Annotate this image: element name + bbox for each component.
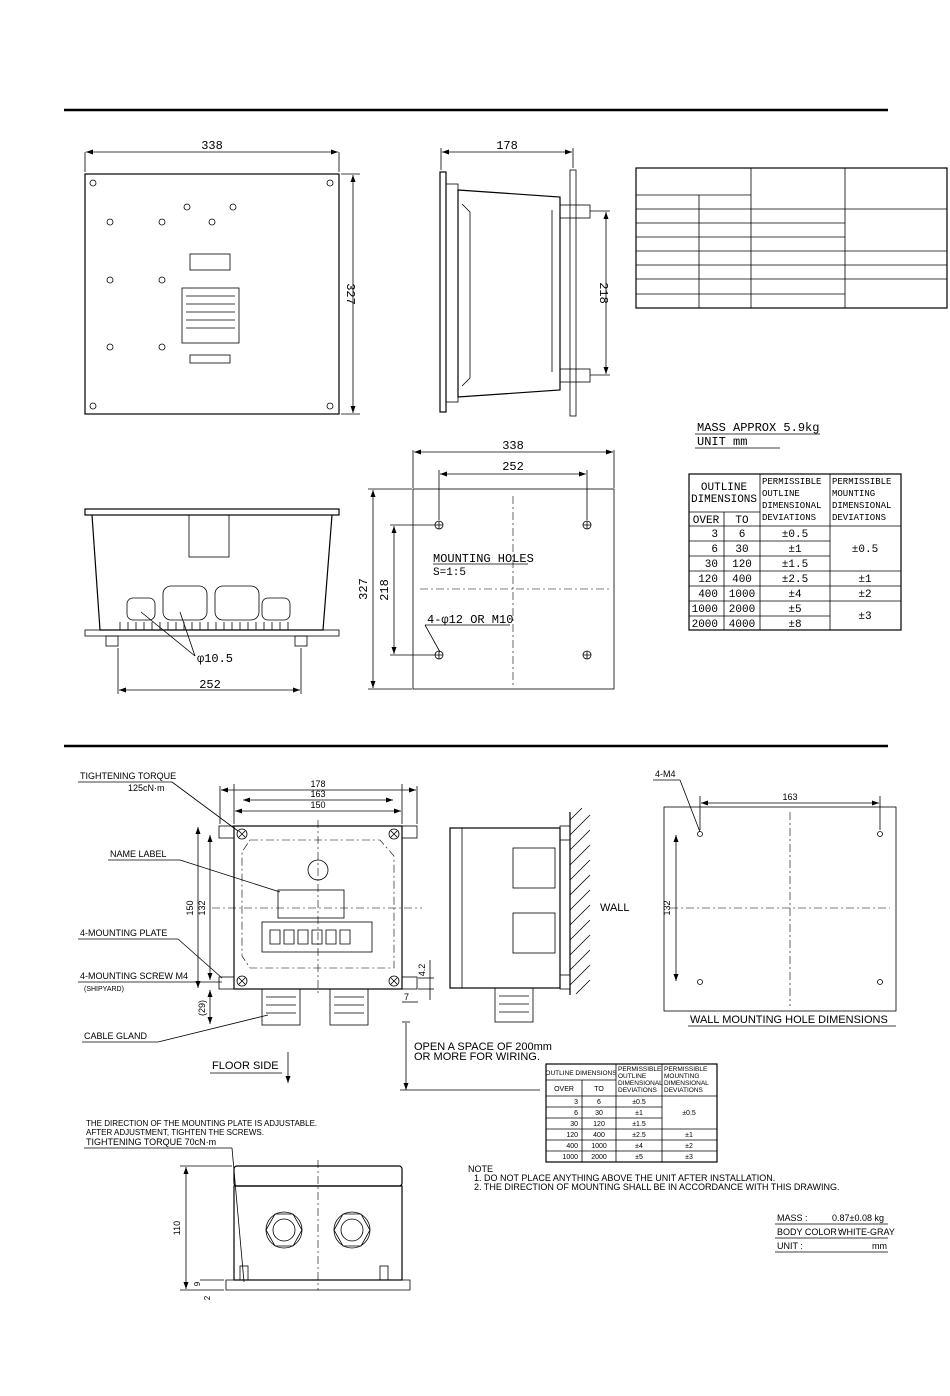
dim-hole-pitch-y-label: 218	[378, 579, 392, 601]
ut-row-outline: ±5	[788, 604, 802, 616]
ut-h-mdev-4: DEVIATIONS	[832, 513, 887, 523]
lt-mount-3: ±3	[685, 1154, 693, 1161]
name-label-label: NAME LABEL	[110, 849, 167, 859]
ut-h-odev-3: DIMENSIONAL	[762, 501, 822, 511]
lt-row-to: 1000	[591, 1143, 607, 1150]
lt-h-odev-3: DIMENSIONAL	[618, 1080, 663, 1087]
ut-mount-2: ±2	[858, 589, 872, 601]
ut-h-mdev-2: MOUNTING	[832, 489, 876, 499]
lt-row-to: 2000	[591, 1154, 607, 1161]
lt-h-odev-2: OUTLINE	[618, 1073, 647, 1080]
lt-h-to: TO	[594, 1086, 604, 1093]
wall-label: WALL	[600, 902, 630, 914]
dim-163: 163	[310, 789, 326, 799]
floor-side-label: FLOOR SIDE	[212, 1060, 279, 1072]
ut-row-over: 120	[698, 574, 718, 586]
lt-row-to: 6	[597, 1099, 601, 1106]
ut-row-to: 30	[735, 544, 749, 556]
lt-row-outline: ±5	[635, 1154, 643, 1161]
ut-row-outline: ±1.5	[781, 559, 809, 571]
front-view	[85, 174, 339, 414]
upper-mass: MASS APPROX 5.9kg	[697, 421, 820, 435]
lt-row-over: 30	[570, 1121, 578, 1128]
lt-mount-2: ±2	[685, 1143, 693, 1150]
ut-row-outline: ±1	[788, 544, 802, 556]
ut-h-outline-2: DIMENSIONS	[690, 494, 758, 506]
dim-hole-width-label: 338	[502, 439, 524, 453]
adjust-note-3: TIGHTENING TORQUE 70cN·m	[86, 1137, 217, 1147]
lt-row-outline: ±1	[635, 1110, 643, 1117]
hole-spec-label: 4-φ12 OR M10	[427, 613, 514, 627]
lt-h-odev-4: DEVIATIONS	[618, 1087, 657, 1094]
ut-mount-1: ±1	[858, 574, 872, 586]
lt-row-outline: ±1.5	[632, 1121, 646, 1128]
ut-row-over: 400	[698, 589, 718, 601]
ut-row-over: 3	[711, 529, 718, 541]
dim-side-pitch-label: 218	[596, 282, 610, 304]
wall-dim-163: 163	[782, 792, 798, 802]
ut-row-over: 6	[711, 544, 718, 556]
note-title: NOTE	[468, 1164, 494, 1174]
mounting-plate-label: 4-MOUNTING PLATE	[80, 928, 168, 938]
ut-row-outline: ±0.5	[781, 529, 809, 541]
lt-row-over: 3	[574, 1099, 578, 1106]
spec-mass-label: MASS :	[777, 1213, 808, 1223]
lt-mount-1: ±1	[685, 1132, 693, 1139]
mounting-holes-scale: S=1:5	[433, 567, 467, 579]
lower-side-view	[450, 808, 590, 1022]
spec-color-label: BODY COLOR :	[777, 1227, 842, 1237]
m4-label: 4-M4	[655, 769, 676, 779]
ut-row-outline: ±4	[788, 589, 802, 601]
spec-unit-label: UNIT :	[777, 1241, 803, 1251]
ut-h-odev-2: OUTLINE	[762, 489, 800, 499]
dim-side-depth-label: 178	[496, 139, 518, 153]
lt-h-mdev-4: DEVIATIONS	[664, 1087, 703, 1094]
torque-value: 125cN·m	[128, 783, 165, 793]
wall-hole-plan	[664, 807, 896, 1011]
lt-h-mdev-1: PERMISSIBLE	[664, 1066, 708, 1073]
ut-h-mdev-1: PERMISSIBLE	[832, 477, 892, 487]
ut-mount-0: ±0.5	[851, 544, 879, 556]
dim-42: 4.2	[417, 963, 427, 977]
spec-block	[775, 1213, 895, 1252]
adjust-note-1: THE DIRECTION OF THE MOUNTING PLATE IS ADJUSTABLE.	[86, 1119, 318, 1128]
ut-row-over: 2000	[691, 619, 718, 631]
ut-row-to: 120	[732, 559, 752, 571]
ut-row-outline: ±2.5	[781, 574, 809, 586]
side-view	[440, 170, 610, 416]
ut-h-over: OVER	[692, 515, 720, 527]
dim-hole-height-label: 327	[357, 578, 371, 600]
space-note-2: OR MORE FOR WIRING.	[414, 1051, 540, 1063]
ut-h-to: TO	[735, 515, 749, 527]
wall-hole-title: WALL MOUNTING HOLE DIMENSIONS	[690, 1014, 888, 1026]
side-dim-110: 110	[172, 1220, 182, 1236]
side-dim-9: 9	[193, 1281, 202, 1287]
dim-front-width-label: 338	[201, 139, 223, 153]
lt-mount-0: ±0.5	[682, 1110, 696, 1117]
mounting-screw-label: 4-MOUNTING SCREW M4	[80, 971, 188, 981]
bottom-view	[85, 509, 339, 656]
lower-bottom-view	[226, 1160, 410, 1290]
adjust-note-2: AFTER ADJUSTMENT, TIGHTEN THE SCREWS.	[86, 1128, 264, 1137]
lower-front-view	[212, 820, 422, 1025]
ut-row-outline: ±8	[788, 619, 802, 631]
side-dim-2: 2	[203, 1295, 212, 1301]
dim-150: 150	[310, 800, 326, 810]
ut-row-to: 2000	[728, 604, 756, 616]
ut-row-to: 6	[738, 529, 746, 541]
upper-unit: UNIT mm	[697, 435, 748, 449]
tightening-torque-label: TIGHTENING TORQUE	[80, 771, 177, 781]
lt-row-to: 400	[593, 1132, 605, 1139]
lt-row-over: 6	[574, 1110, 578, 1117]
dim-front-height-label: 327	[343, 283, 357, 305]
dim-7: 7	[404, 992, 410, 1002]
cable-gland-label: CABLE GLAND	[84, 1031, 148, 1041]
lt-h-mdev-2: MOUNTING	[664, 1073, 700, 1080]
ut-h-odev-1: PERMISSIBLE	[762, 477, 822, 487]
ut-h-odev-4: DEVIATIONS	[762, 513, 817, 523]
mounting-holes-plan	[413, 489, 614, 689]
shipyard-label: (SHIPYARD)	[84, 986, 124, 993]
ut-row-over: 30	[704, 559, 718, 571]
lt-h-over: OVER	[554, 1086, 574, 1093]
note-2: 2. THE DIRECTION OF MOUNTING SHALL BE IN ACCORDANCE WITH THIS DRAWING.	[474, 1182, 840, 1192]
ut-row-to: 4000	[728, 619, 756, 631]
mounting-holes-title: MOUNTING HOLES	[433, 552, 534, 566]
ut-mount-3: ±3	[858, 611, 872, 623]
dim-h150: 150	[185, 900, 195, 916]
lt-row-outline: ±4	[635, 1143, 643, 1150]
dim-h132: 132	[197, 900, 207, 916]
wall-dim-132: 132	[662, 900, 672, 916]
dim-h29: (29)	[197, 999, 207, 1017]
spec-unit-value: mm	[872, 1241, 887, 1251]
spec-color-value: WHITE-GRAY	[838, 1227, 895, 1237]
dim-hole-pitch-x-label: 252	[502, 460, 524, 474]
ut-row-to: 400	[732, 574, 752, 586]
lt-h-outline: OUTLINE DIMENSIONS	[545, 1070, 617, 1077]
dim-178: 178	[310, 779, 326, 789]
lt-row-over: 120	[566, 1132, 578, 1139]
ut-h-outline-1: OUTLINE	[700, 482, 748, 494]
revision-table	[636, 168, 947, 308]
lt-row-outline: ±2.5	[632, 1132, 646, 1139]
lt-h-odev-1: PERMISSIBLE	[618, 1066, 662, 1073]
dim-hole-dia-label: φ10.5	[197, 652, 234, 666]
ut-row-over: 1000	[691, 604, 718, 616]
lt-row-over: 1000	[562, 1154, 578, 1161]
space-note-1: OPEN A SPACE OF 200mm	[414, 1041, 552, 1053]
lt-row-to: 120	[593, 1121, 605, 1128]
ut-row-to: 1000	[728, 589, 756, 601]
lt-h-mdev-3: DIMENSIONAL	[664, 1080, 709, 1087]
lt-row-outline: ±0.5	[632, 1099, 646, 1106]
ut-h-mdev-3: DIMENSIONAL	[832, 501, 892, 511]
dim-bottom-pitch-label: 252	[199, 678, 221, 692]
lt-row-to: 30	[595, 1110, 603, 1117]
note-1: 1. DO NOT PLACE ANYTHING ABOVE THE UNIT AFTER INSTALLATION.	[474, 1173, 776, 1183]
spec-mass-value: 0.87±0.08 kg	[832, 1213, 884, 1223]
lt-row-over: 400	[566, 1143, 578, 1150]
